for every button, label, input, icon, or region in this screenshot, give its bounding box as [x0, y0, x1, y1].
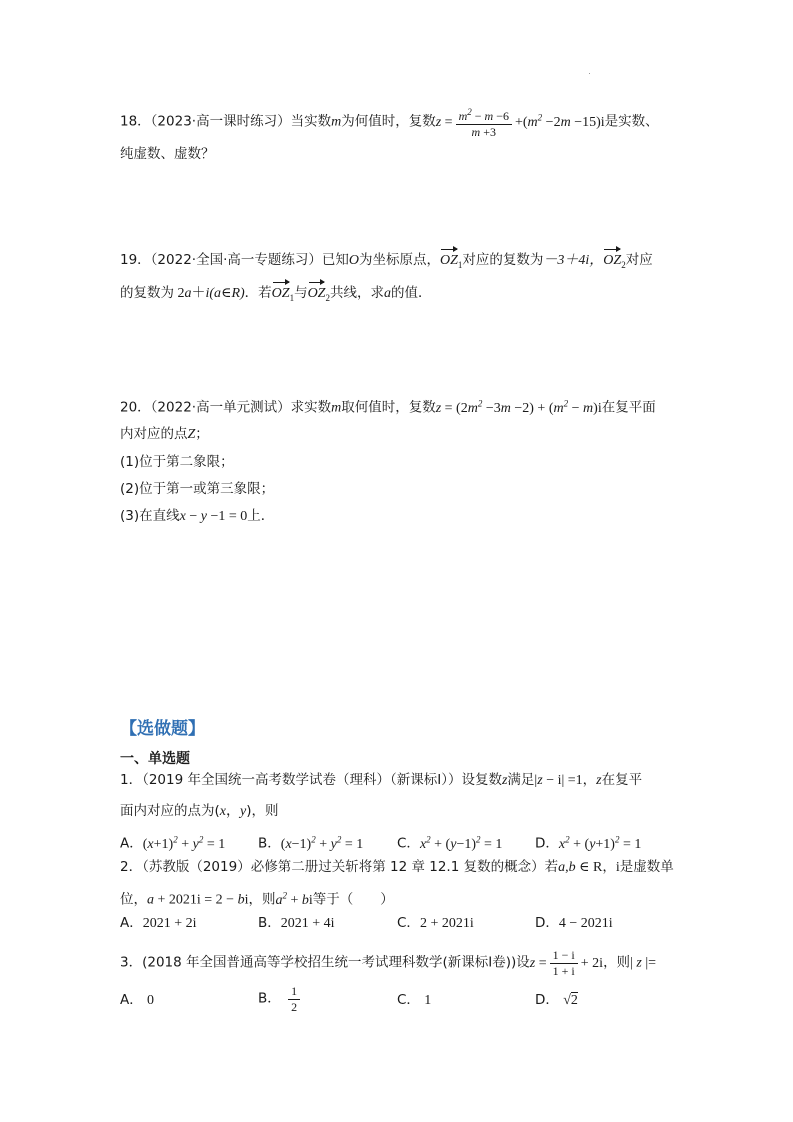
mc1-option-a[interactable] [120, 829, 225, 855]
opt-letter: C． [397, 835, 420, 852]
mc2-option-c[interactable] [397, 913, 474, 934]
opt-letter: B． [258, 990, 281, 1007]
opt-letter: D． [535, 992, 559, 1008]
scan-dot [589, 73, 590, 74]
q19-mid2: 对应 [625, 252, 653, 268]
mc2-line1 [120, 857, 674, 878]
q20-formula: $z = (2m^2 -3m -2) + (m^2 - m)i$ [435, 398, 602, 416]
mc1-line2-a: 面内对应的点为( [120, 803, 220, 819]
opt-letter: B． [258, 835, 281, 852]
q18-formula: z = $\frac{m^2 - m -6}{m +3}$ $+(m^2 -2m -15)i$ [435, 107, 605, 139]
opt-expr: 1 [424, 993, 432, 1008]
q19-line2-b: ．若 [244, 285, 272, 301]
q19-line2-e: 的值． [390, 285, 432, 301]
opt-expr: $\frac{1}{2}$ [285, 992, 303, 1007]
mc2-option-a[interactable] [120, 913, 197, 934]
mc3-line1-a: 3．(2018 年全国普通高等学校招生统一考试理科数学(新课标Ⅰ卷))设 [120, 954, 530, 971]
mc2-line2-c: 等于（ ） [312, 891, 394, 908]
q19-line2-c: 与 [294, 285, 308, 301]
vector-oz2: $OZ_2$ [603, 253, 626, 270]
q20-part1: (1)位于第二象限； [120, 454, 234, 470]
mc1-condition: |z − i| =1 [534, 773, 583, 788]
mc1-line1-d: 在复平 [601, 772, 643, 788]
mc1-option-d[interactable] [535, 829, 641, 855]
opt-expr: 2 + 2021i [419, 916, 474, 931]
q19-mid1: 对应的复数为 [462, 252, 544, 268]
q18-mid: 为何值时，复数 [341, 113, 436, 130]
var-m-20: m [331, 400, 342, 416]
q19-expr: 2a＋i(a∈R) [177, 286, 245, 301]
opt-expr: 2021 + 4i [280, 916, 335, 931]
opt-letter: C． [397, 992, 420, 1008]
opt-expr: √2 [563, 993, 578, 1008]
mc1-point: x，y [219, 804, 247, 819]
q20-line2 [120, 424, 209, 445]
mc2-line2-b: ，则 [248, 891, 276, 908]
mc2-cond: a,b ∈ R [558, 860, 603, 875]
var-i: i [615, 860, 620, 875]
mc3-option-c[interactable] [397, 990, 431, 1011]
opt-expr: $x^2 + (y-1)^2 = 1$ [419, 834, 503, 852]
opt-letter: A． [120, 915, 143, 931]
question-18 [120, 105, 659, 140]
q20-part3-a: (3)在直线 [120, 508, 180, 524]
opt-letter: C． [397, 915, 420, 931]
q19-val1: －3＋4i， [543, 253, 604, 268]
section-title: 【选做题】 [120, 719, 205, 739]
mc2-line1-b: ， [602, 859, 616, 875]
mc2-option-d[interactable] [535, 913, 613, 934]
opt-letter: D． [535, 915, 559, 931]
var-z2: z [596, 773, 602, 788]
q20-line2-text: 内对应的点 [120, 426, 188, 442]
mc3-abs: | z |= [630, 955, 657, 971]
mc3-line1 [120, 948, 656, 979]
q19-prefix: 19．（2022·全国·高一专题练习）已知 [120, 252, 349, 268]
opt-expr: 0 [147, 993, 155, 1008]
q20-part3-b: 上． [247, 508, 275, 524]
var-Z: Z [187, 427, 196, 442]
vector-oz2-b: $OZ_2$ [307, 286, 330, 303]
mc3-option-d[interactable] [535, 990, 578, 1011]
opt-letter: B． [258, 915, 281, 931]
opt-letter: A． [120, 992, 143, 1008]
mc1-line1-c: ， [582, 772, 597, 788]
mc3-formula: z = $\frac{1 - i}{1 + i}$ + 2i [529, 948, 604, 978]
var-m: m [331, 114, 342, 130]
mc1-line1-a: 1．（2019 年全国统一高考数学试卷（理科）（新课标Ⅰ））设复数 [120, 772, 502, 788]
mc2-line1-c: 是虚数单 [619, 859, 674, 875]
opt-letter: D． [535, 835, 559, 852]
q18-line2: 纯虚数、虚数？ [120, 146, 215, 162]
mc2-option-b[interactable] [258, 913, 335, 934]
q20-part2: (2)位于第一或第三象限； [120, 481, 275, 497]
q20-prefix: 20．（2022·高一单元测试）求实数 [120, 399, 332, 416]
q20-suffix: 在复平面 [601, 399, 656, 416]
line-equation: x − y −1 = 0 [179, 509, 248, 524]
question-19 [120, 250, 653, 275]
q20-mid: 取何值时，复数 [341, 399, 436, 416]
mc2-target: $a^2$ + bi [275, 890, 313, 908]
mc1-option-b[interactable] [258, 829, 363, 855]
mc1-line1-b: 满足 [507, 772, 535, 788]
mc3-line1-b: ，则 [603, 954, 631, 971]
q19-line2-a: 的复数为 [120, 285, 174, 301]
mc2-equation: a + 2021i = 2 − bi [147, 892, 249, 908]
var-O: O [348, 253, 359, 268]
mc1-line2 [120, 801, 279, 822]
opt-expr: 4 − 2021i [558, 916, 613, 931]
q19-line2 [120, 283, 431, 308]
vector-oz1-b: $OZ_1$ [271, 286, 295, 303]
mc1-line2-end: )，则 [246, 803, 279, 819]
subsection-heading: 一、单选题 [120, 751, 190, 767]
vector-oz1: $OZ_1$ [440, 253, 463, 270]
q20-part3 [120, 506, 274, 527]
q20-line2-end: ； [195, 426, 209, 442]
mc3-option-b[interactable] [258, 984, 303, 1015]
opt-expr: $(x-1)^2 + y^2 = 1$ [280, 834, 364, 852]
q19-o-text: 为坐标原点， [359, 252, 440, 268]
q19-line2-d: 共线，求 [329, 285, 384, 301]
opt-expr: $(x+1)^2 + y^2 = 1$ [142, 834, 226, 852]
mc1-line1 [120, 770, 642, 791]
question-20 [120, 393, 656, 419]
q18-prefix: 18．（2023·高一课时练习）当实数 [120, 113, 332, 130]
mc2-line2-a: 位， [120, 891, 147, 908]
opt-expr: $x^2 + (y+1)^2 = 1$ [558, 834, 642, 852]
opt-letter: A． [120, 835, 143, 852]
mc2-line2 [120, 885, 394, 911]
q18-suffix: 是实数、 [604, 113, 659, 130]
mc3-option-a[interactable] [120, 990, 154, 1011]
var-z: z [501, 773, 508, 788]
var-a: a [383, 286, 391, 301]
opt-expr: 2021 + 2i [142, 916, 197, 931]
mc2-line1-a: 2．（苏教版（2019）必修第二册过关斩将第 12 章 12.1 复数的概念）若 [120, 859, 559, 875]
mc1-option-c[interactable] [397, 829, 502, 855]
